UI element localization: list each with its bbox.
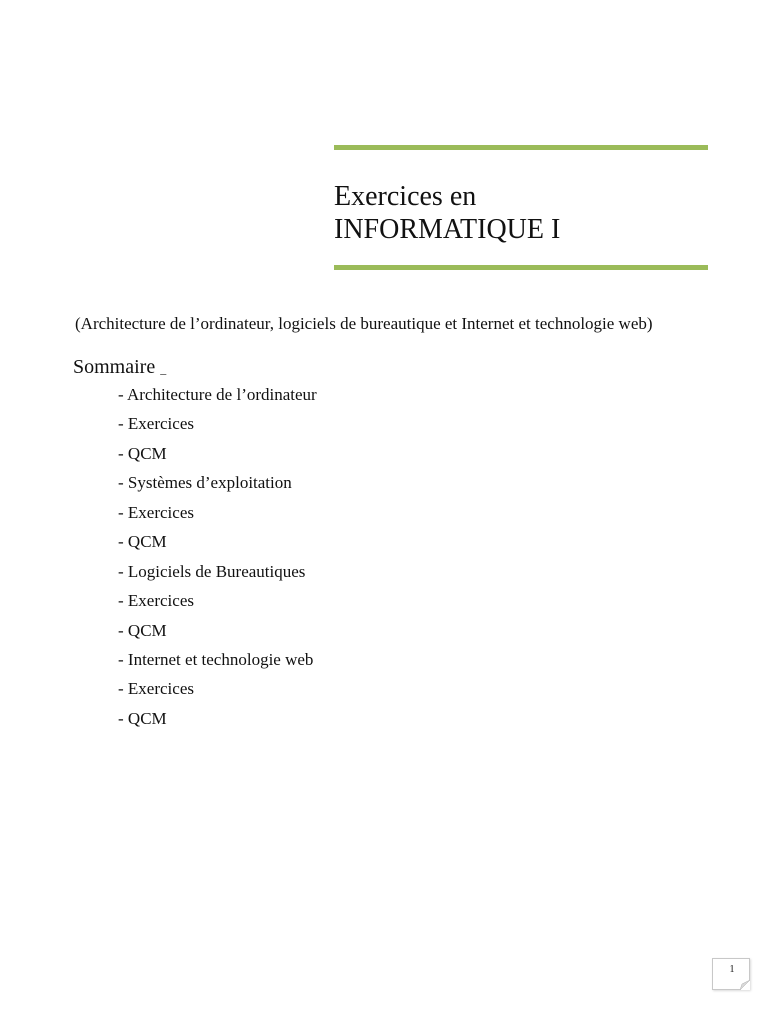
summary-item: - Exercices <box>118 502 194 522</box>
subtitle: (Architecture de l’ordinateur, logiciels de bureautique et Internet et technologie web) <box>75 314 653 333</box>
summary-item: - Exercices <box>118 414 194 434</box>
page-number: 1 <box>729 964 735 975</box>
summary-item: - Logiciels de Bureautiques <box>118 561 306 581</box>
summary-item: - QCM <box>118 532 167 552</box>
title-line-1: Exercices en <box>334 181 477 212</box>
page-curl-icon <box>740 980 750 990</box>
top-accent-rule <box>334 145 708 150</box>
bottom-accent-rule <box>334 265 708 270</box>
summary-item: - QCM <box>118 708 167 728</box>
summary-item: - Exercices <box>118 679 194 699</box>
summary-item: - Architecture de l’ordinateur <box>118 385 317 404</box>
title-line-2: INFORMATIQUE I <box>334 214 561 245</box>
page-number-box <box>712 958 750 990</box>
summary-item: - QCM <box>118 443 167 463</box>
title-block <box>334 145 708 270</box>
summary-heading-mark: _ <box>160 362 167 376</box>
summary-item: - Exercices <box>118 591 194 611</box>
summary-item: - QCM <box>118 620 167 640</box>
summary-heading <box>73 355 166 381</box>
summary-item: - Internet et technologie web <box>118 649 314 669</box>
summary-item: - Systèmes d’exploitation <box>118 473 292 493</box>
summary-heading-text: Sommaire <box>73 356 156 378</box>
summary-list <box>118 384 317 737</box>
